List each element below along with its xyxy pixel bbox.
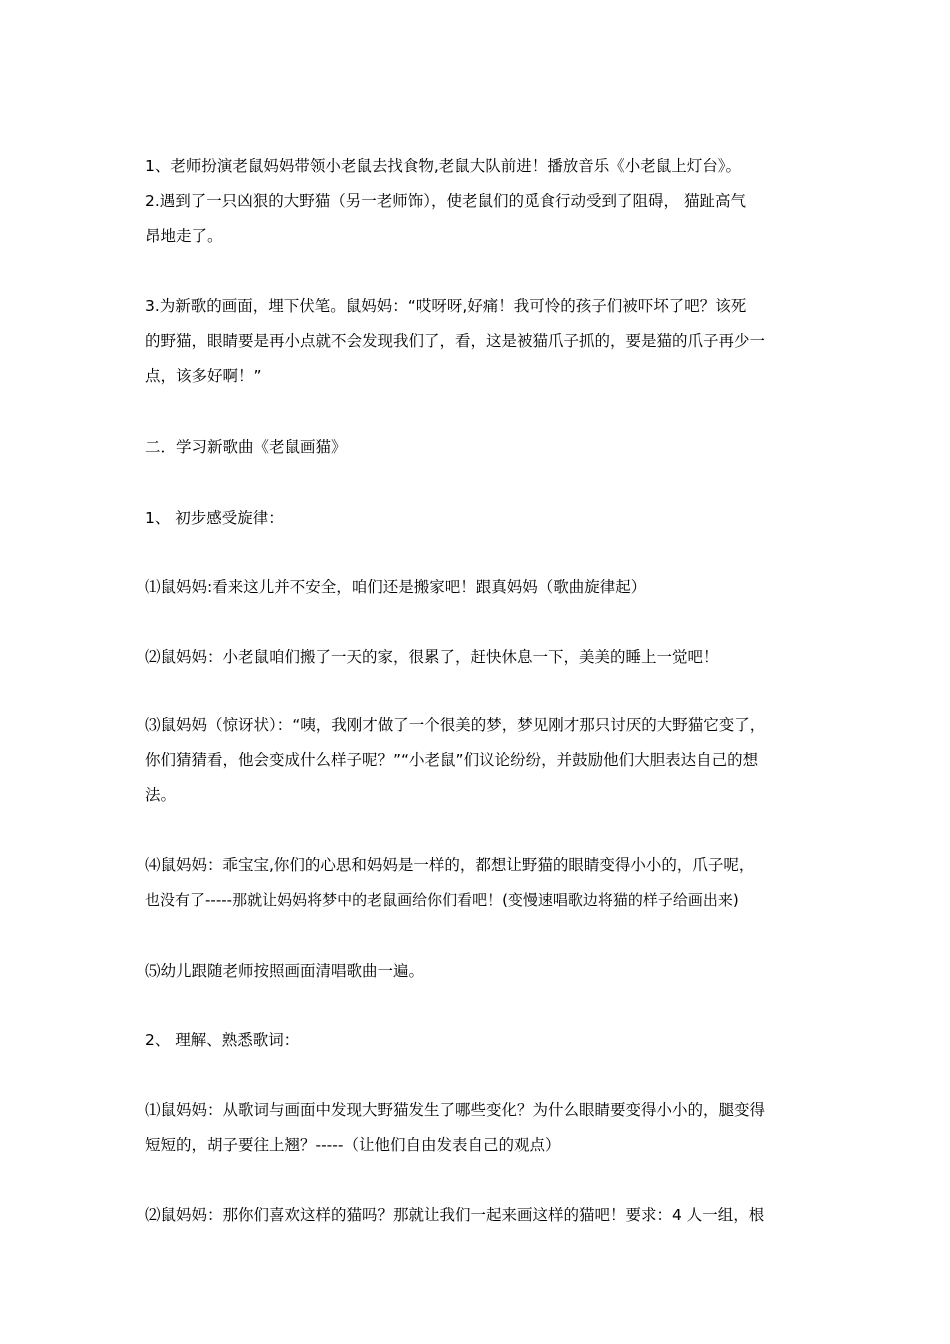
text-line: 1、 初步感受旋律： (145, 509, 284, 527)
text-line: 点，该多好啊！” (145, 367, 262, 385)
text-line: 二．学习新歌曲《老鼠画猫》 (145, 438, 347, 456)
text-line: ⑷鼠妈妈：乖宝宝,你们的心思和妈妈是一样的，都想让野猫的眼睛变得小小的，爪子呢， (145, 856, 755, 874)
text-line: 1、老师扮演老鼠妈妈带领小老鼠去找食物,老鼠大队前进！播放音乐《小老鼠上灯台》。 (145, 157, 742, 175)
text-line: 3.为新歌的画面，埋下伏笔。鼠妈妈：“哎呀呀,好痛！我可怜的孩子们被吓坏了吧？该死 (145, 297, 747, 315)
text-line: 你们猜猜看，他会变成什么样子呢？”“小老鼠”们议论纷纷，并鼓励他们大胆表达自己的想 (145, 751, 759, 769)
text-line: ⑴鼠妈妈:看来这儿并不安全，咱们还是搬家吧！跟真妈妈（歌曲旋律起） (145, 578, 647, 596)
text-line: 昂地走了。 (145, 227, 223, 245)
text-line: ⑵鼠妈妈：小老鼠咱们搬了一天的家，很累了，赶快休息一下，美美的睡上一觉吧！ (145, 648, 719, 666)
text-line: 法。 (145, 786, 177, 804)
text-line: 短短的，胡子要往上翘？-----（让他们自由发表自己的观点） (145, 1136, 561, 1154)
text-line: ⑵鼠妈妈：那你们喜欢这样的猫吗？那就让我们一起来画这样的猫吧！要求：4 人一组，根 (145, 1206, 765, 1224)
text-line: 也没有了-----那就让妈妈将梦中的老鼠画给你们看吧！(变慢速唱歌边将猫的样子给画出来) (145, 891, 739, 909)
text-line: 的野猫，眼睛要是再小点就不会发现我们了，看，这是被猫爪子抓的，要是猫的爪子再少一 (145, 332, 766, 350)
text-line: 2、 理解、熟悉歌词： (145, 1031, 300, 1049)
text-line: ⑶鼠妈妈（惊讶状）：“咦，我刚才做了一个很美的梦，梦见刚才那只讨厌的大野猫它变了， (145, 716, 766, 734)
text-line: ⑴鼠妈妈：从歌词与画面中发现大野猫发生了哪些变化？为什么眼睛要变得小小的，腿变得 (145, 1101, 766, 1119)
text-line: 2.遇到了一只凶狠的大野猫（另一老师饰），使老鼠们的觅食行动受到了阻碍， 猫趾高气 (145, 192, 746, 210)
text-line: ⑸幼儿跟随老师按照画面清唱歌曲一遍。 (145, 962, 425, 980)
